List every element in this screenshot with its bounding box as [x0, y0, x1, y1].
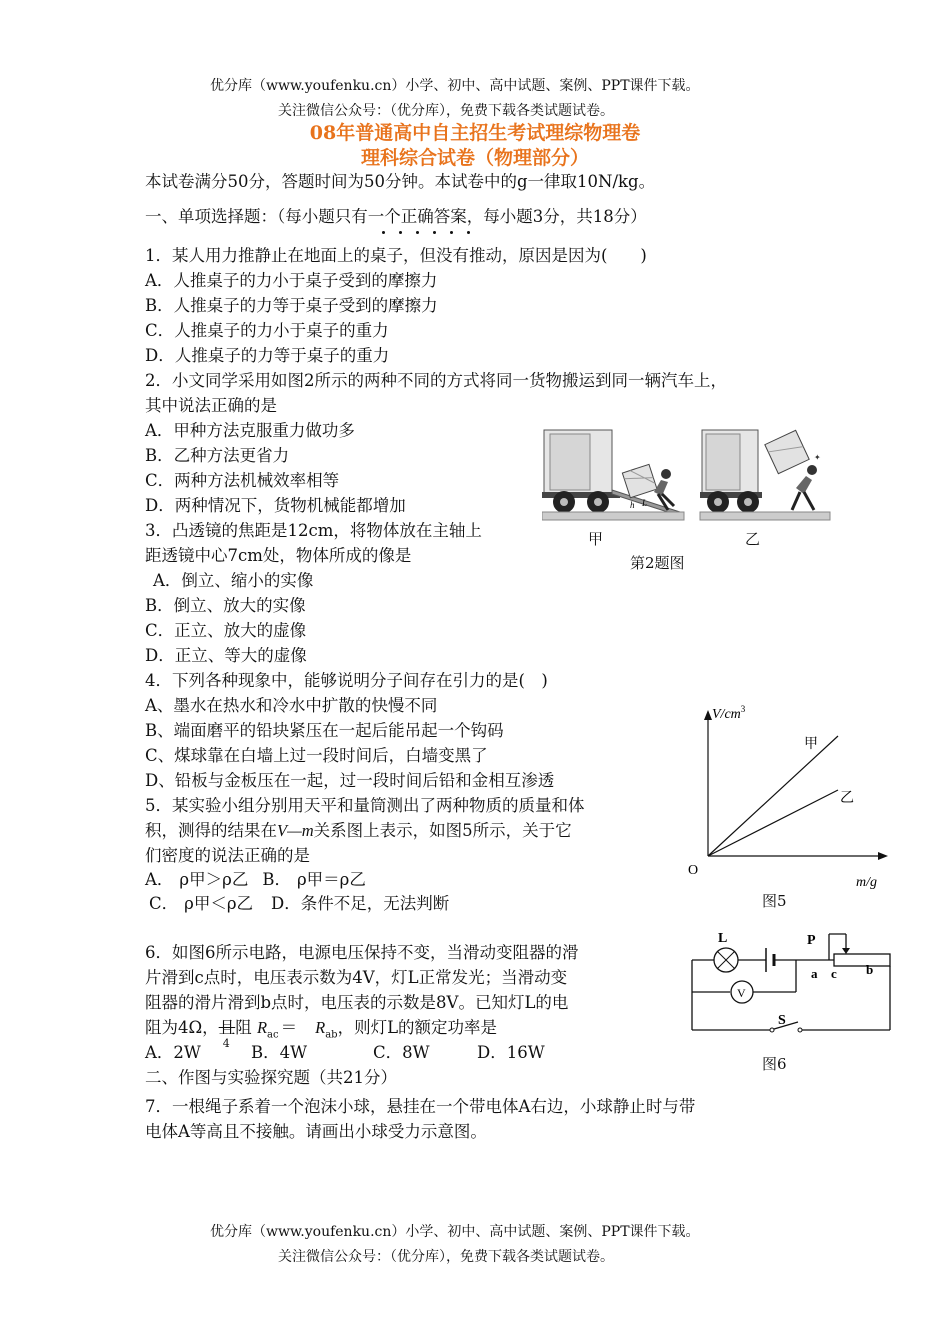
- y-axis-label: $V/cm^3$: [712, 704, 746, 722]
- point-b-label: b: [866, 962, 874, 977]
- emphasis-dot: [416, 231, 419, 234]
- q5-stem-3: 们密度的说法正确的是: [145, 846, 310, 865]
- q6-option-c: C．8W: [373, 1043, 430, 1062]
- q4-option-b: B、端面磨平的铅块紧压在一起后能吊起一个钩码: [145, 721, 504, 740]
- fig2-caption: 第2题图: [630, 554, 685, 572]
- voltmeter-label: V: [737, 986, 746, 1000]
- q6-option-d: D．16W: [477, 1043, 545, 1062]
- exam-subtitle: 理科综合试卷（物理部分）: [360, 147, 589, 169]
- q4-option-c: C、煤球靠在白墙上过一段时间后，白墙变黑了: [145, 746, 488, 765]
- q6-option-a: A．2W: [145, 1043, 201, 1062]
- point-a-label: a: [811, 966, 818, 981]
- series-line-jia: [708, 736, 838, 856]
- q3-option-c: C．正立、放大的虚像: [145, 621, 307, 640]
- footer-line-1: 优分库（www.youfenku.cn）小学、初中、高中试题、案例、PPT课件下载。: [210, 1224, 700, 1240]
- q3-option-a: A．倒立、缩小的实像: [153, 571, 314, 590]
- q1-stem: 1．某人用力推静止在地面上的桌子，但没有推动，原因是因为( ): [145, 246, 647, 265]
- q4-option-d: D、铅板与金板压在一起，过一段时间后铅和金相互渗透: [145, 771, 555, 790]
- intro-text: 本试卷满分50分，答题时间为50分钟。本试卷中的g一律取10N/kg。: [145, 172, 656, 191]
- q3-stem-1: 3．凸透镜的焦距是12cm，将物体放在主轴上: [145, 521, 482, 540]
- emphasis-dot: [450, 231, 453, 234]
- q4-option-a: A、墨水在热水和冷水中扩散的快慢不同: [145, 696, 438, 715]
- rheostat-icon: [834, 954, 890, 966]
- q7-line-2: 电体A等高且不接触。请画出小球受力示意图。: [145, 1122, 487, 1141]
- emphasis-dot: [382, 231, 385, 234]
- q2-option-b: B．乙种方法更省力: [145, 446, 290, 465]
- q6-line-2: 片滑到c点时，电压表示数为4V，灯L正常发光；当滑动变: [145, 968, 568, 987]
- fig6-caption: 图6: [762, 1055, 787, 1073]
- figure-2-truck-loading: [542, 424, 832, 524]
- q3-option-b: B．倒立、放大的实像: [145, 596, 306, 615]
- q2-stem-2: 其中说法正确的是: [145, 396, 277, 415]
- slider-label: P: [807, 933, 816, 948]
- q6-option-b: B．4W: [251, 1043, 308, 1062]
- figure-5-vm-chart: [680, 700, 895, 900]
- q5-stem-2: 积，测得的结果在V—m关系图上表示，如图5所示，关于它: [145, 821, 572, 840]
- section-1-heading: 一、单项选择题：（每小题只有一个正确答案，每小题3分，共18分）: [145, 207, 647, 226]
- q2-option-a: A．甲种方法克服重力做功多: [145, 421, 355, 440]
- emphasis-dot: [467, 231, 470, 234]
- q3-option-d: D．正立、等大的虚像: [145, 646, 307, 665]
- section-2-heading: 二、作图与实验探究题（共21分）: [145, 1068, 397, 1087]
- origin-label: O: [688, 863, 699, 878]
- ramp-l-label: L: [642, 498, 648, 508]
- y-axis-arrow-icon: [704, 710, 712, 720]
- q4-stem: 4．下列各种现象中，能够说明分子间存在引力的是( ): [145, 671, 548, 690]
- fig5-caption: 图5: [762, 892, 787, 910]
- x-axis-label: m/g: [856, 875, 877, 890]
- header-line-1: 优分库（www.youfenku.cn）小学、初中、高中试题、案例、PPT课件下载。: [210, 78, 700, 94]
- slider-arrow-icon: [842, 948, 850, 954]
- q5-options-cd: C． ρ甲＜ρ乙 D．条件不足，无法判断: [149, 894, 450, 913]
- switch-icon: [770, 1028, 774, 1032]
- switch-label: S: [778, 1013, 786, 1028]
- exam-title: 08年普通高中自主招生考试理综物理卷: [309, 122, 641, 144]
- header-line-2: 关注微信公众号：（优分库），免费下载各类试题试卷。: [278, 103, 614, 119]
- footer-line-2: 关注微信公众号：（优分库），免费下载各类试题试卷。: [278, 1249, 614, 1265]
- q2-option-c: C．两种方法机械效率相等: [145, 471, 340, 490]
- emphasis-dot: [399, 231, 402, 234]
- series-label-yi: 乙: [840, 790, 854, 806]
- point-c-label: c: [831, 966, 837, 981]
- q7-line-1: 7．一根绳子系着一个泡沫小球，悬挂在一个带电体A右边，小球静止时与带: [145, 1097, 696, 1116]
- series-line-yi: [708, 790, 838, 856]
- q6-line-4: 阻为4Ω，且 4 阻 $R_{ac} = R_{ab}$，则灯L的额定功率是: [145, 1018, 498, 1050]
- q2-stem-1: 2．小文同学采用如图2所示的两种不同的方式将同一货物搬运到同一辆汽车上，: [145, 371, 727, 390]
- q1-option-a: A．人推桌子的力小于桌子受到的摩擦力: [145, 271, 438, 290]
- q1-option-d: D．人推桌子的力等于桌子的重力: [145, 346, 390, 365]
- q3-stem-2: 距透镜中心7cm处，物体所成的像是: [145, 546, 412, 565]
- q5-stem-1: 5．某实验小组分别用天平和量筒测出了两种物质的质量和体: [145, 796, 585, 815]
- q1-option-c: C．人推桌子的力小于桌子的重力: [145, 321, 389, 340]
- q2-option-d: D．两种情况下，货物机械能都增加: [145, 496, 406, 515]
- emphasis-dot: [433, 231, 436, 234]
- figure-6-circuit: [686, 926, 896, 1038]
- series-label-jia: 甲: [804, 736, 818, 752]
- fig2-label-jia: 甲: [588, 530, 604, 548]
- q5-options-ab: A． ρ甲＞ρ乙 B． ρ甲＝ρ乙: [145, 870, 366, 889]
- lamp-label: L: [718, 931, 728, 946]
- q6-line-1: 6．如图6所示电路，电源电压保持不变，当滑动变阻器的滑: [145, 943, 579, 962]
- q6-line-3: 阻器的滑片滑到b点时，电压表的示数是8V。已知灯L的电: [145, 993, 569, 1012]
- ramp-h-label: h: [630, 500, 635, 510]
- q1-option-b: B．人推桌子的力等于桌子受到的摩擦力: [145, 296, 438, 315]
- fig2-label-yi: 乙: [745, 530, 761, 548]
- x-axis-arrow-icon: [878, 852, 888, 860]
- svg-text:✦: ✦: [814, 453, 821, 462]
